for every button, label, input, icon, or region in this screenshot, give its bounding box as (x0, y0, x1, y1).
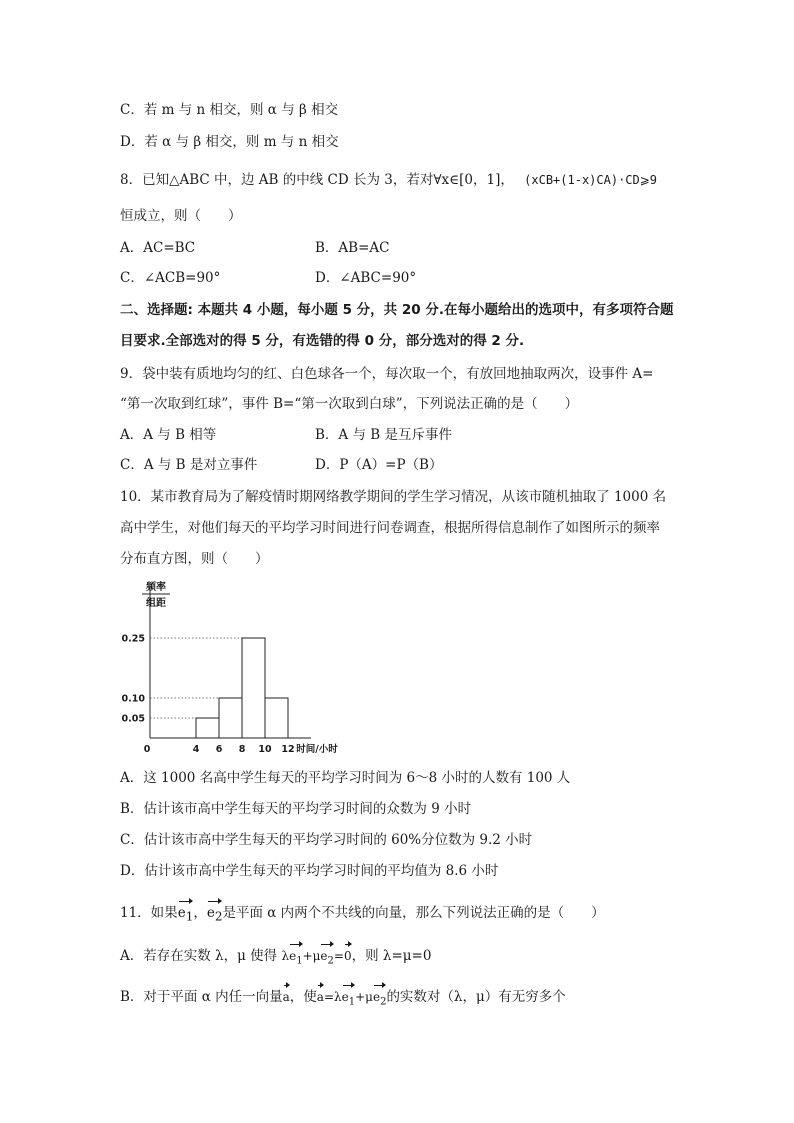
y-axis-label-top: 频率 (146, 582, 166, 593)
question-11-text: 11．如果 (120, 905, 178, 921)
q11-option-b-formula (316, 990, 387, 1008)
vector-a: a (283, 987, 290, 1007)
x-tick-label: 0 (143, 744, 151, 755)
q10-option-d: D．估计该市高中学生每天的平均学习时间的平均值为 8.6 小时 (120, 863, 499, 879)
vector-e2-sub: 2 (214, 909, 223, 924)
x-tick-label: 6 (215, 744, 223, 755)
equals: = (333, 949, 344, 963)
vector-e1-letter: e (289, 949, 297, 963)
q8-option-a: A．AC=BC (120, 240, 196, 256)
y-tick-label: 0.10 (121, 693, 145, 705)
vector-e1 (178, 903, 194, 927)
q10-option-b: B．估计该市高中学生每天的平均学习时间的众数为 9 小时 (120, 801, 472, 817)
vector-e2 (320, 946, 333, 971)
vector-e1-sub: 1 (296, 955, 303, 967)
y-axis-label-bottom: 组距 (146, 598, 166, 609)
q9-option-d: D．P（A）=P（B） (315, 457, 443, 473)
x-tick-label: 8 (238, 744, 246, 755)
y-tick-label: 0.25 (121, 633, 145, 645)
question-9-stem-2: “第一次取到红球”，事件 B=“第一次取到白球”，下列说法正确的是（ ） (120, 396, 579, 412)
q8-option-b: B．AB=AC (315, 240, 390, 256)
vector-e2 (373, 987, 386, 1012)
x-tick-label: 10 (258, 744, 272, 755)
q11-option-a-formula (281, 949, 352, 967)
q11-option-b-text: B．对于平面 α 内任一向量 (120, 989, 283, 1005)
question-8-formula: (xCB+(1-x)CA)·CD⩾9 (524, 173, 658, 187)
question-8-stem-2: 恒成立，则（ ） (120, 208, 242, 224)
q8-option-c: C．∠ACB=90° (120, 270, 221, 286)
vector-a: a (317, 987, 324, 1007)
histogram-bar (242, 638, 265, 738)
question-10-stem-3: 分布直方图，则（ ） (120, 551, 269, 567)
option-d-prev: D．若 α 与 β 相交，则 m 与 n 相交 (120, 134, 339, 150)
vector-e2-sub: 2 (380, 996, 387, 1008)
q11-option-b (120, 987, 566, 1012)
option-c-prev: C．若 m 与 n 相交，则 α 与 β 相交 (120, 102, 339, 118)
vector-e1-sub: 1 (348, 996, 356, 1008)
section-2-heading-2: 目要求.全部选对的得 5 分，有选错的得 0 分，部分选对的得 2 分. (120, 333, 525, 349)
equals-lambda: =λ (323, 990, 342, 1004)
question-11-stem (120, 903, 605, 927)
q10-option-a: A．这 1000 名高中学生每天的平均学习时间为 6～8 小时的人数有 100 人 (120, 770, 571, 786)
q11-option-b-mid: ，使 (289, 989, 317, 1005)
vector-e1-sub: 1 (185, 909, 194, 924)
question-8-stem (120, 170, 657, 190)
histogram-bar (196, 718, 219, 738)
question-10-stem: 10．某市教育局为了解疫情时期网络教学期间的学生学习情况，从该市随机抽取了 1000 名 (120, 489, 667, 505)
zero-vector: 0 (344, 946, 352, 966)
vector-e2 (207, 903, 223, 927)
question-8-text: 8．已知△ABC 中，边 AB 的中线 CD 长为 3，若对∀x∈[0，1]， (120, 172, 514, 188)
vector-e1 (289, 946, 302, 971)
vector-e1-letter: e (341, 990, 349, 1004)
plus-mu: +μ (302, 949, 321, 963)
vector-e2-sub: 2 (327, 955, 334, 967)
vector-e2-letter: e (320, 949, 328, 963)
question-10-stem-2: 高中学生，对他们每天的平均学习时间进行问卷调查，根据所得信息制作了如图所示的频率 (120, 520, 660, 536)
vector-e1-letter: e (177, 905, 186, 921)
q11-option-b-text-2: 的实数对（λ，μ）有无穷多个 (386, 989, 566, 1005)
x-axis-label: 时间/小时 (296, 744, 338, 755)
q8-option-d: D．∠ABC=90° (315, 270, 417, 286)
comma: ， (193, 905, 207, 921)
x-tick-label: 12 (281, 744, 295, 755)
q9-option-b: B．A 与 B 是互斥事件 (315, 427, 452, 443)
histogram-bar (265, 698, 288, 738)
q10-option-c: C．估计该市高中学生每天的平均学习时间的 60%分位数为 9.2 小时 (120, 832, 533, 848)
vector-e1 (342, 987, 355, 1012)
question-11-text-2: 是平面 α 内两个不共线的向量，那么下列说法正确的是（ ） (222, 905, 605, 921)
q11-option-a-text: A．若存在实数 λ，μ 使得 (120, 948, 278, 964)
q11-option-a-text-2: ，则 λ=μ=0 (351, 948, 432, 964)
histogram-bar (219, 698, 242, 738)
section-2-heading: 二、选择题: 本题共 4 小题，每小题 5 分，共 20 分.在每小题给出的选项中，有多项符合题 (120, 302, 674, 318)
frequency-histogram (120, 578, 380, 758)
plus-mu: +μ (355, 990, 373, 1004)
vector-e2-letter: e (206, 905, 215, 921)
y-tick-label: 0.05 (121, 713, 145, 725)
q11-option-a (120, 946, 431, 971)
question-9-stem: 9．袋中装有质地均匀的红、白色球各一个，每次取一个，有放回地抽取两次，设事件 A= (120, 366, 654, 382)
q9-option-c: C．A 与 B 是对立事件 (120, 457, 258, 473)
lambda: λ (281, 949, 290, 963)
q9-option-a: A．A 与 B 相等 (120, 427, 217, 443)
x-tick-label: 4 (192, 744, 200, 755)
vector-e2-letter: e (372, 990, 381, 1004)
